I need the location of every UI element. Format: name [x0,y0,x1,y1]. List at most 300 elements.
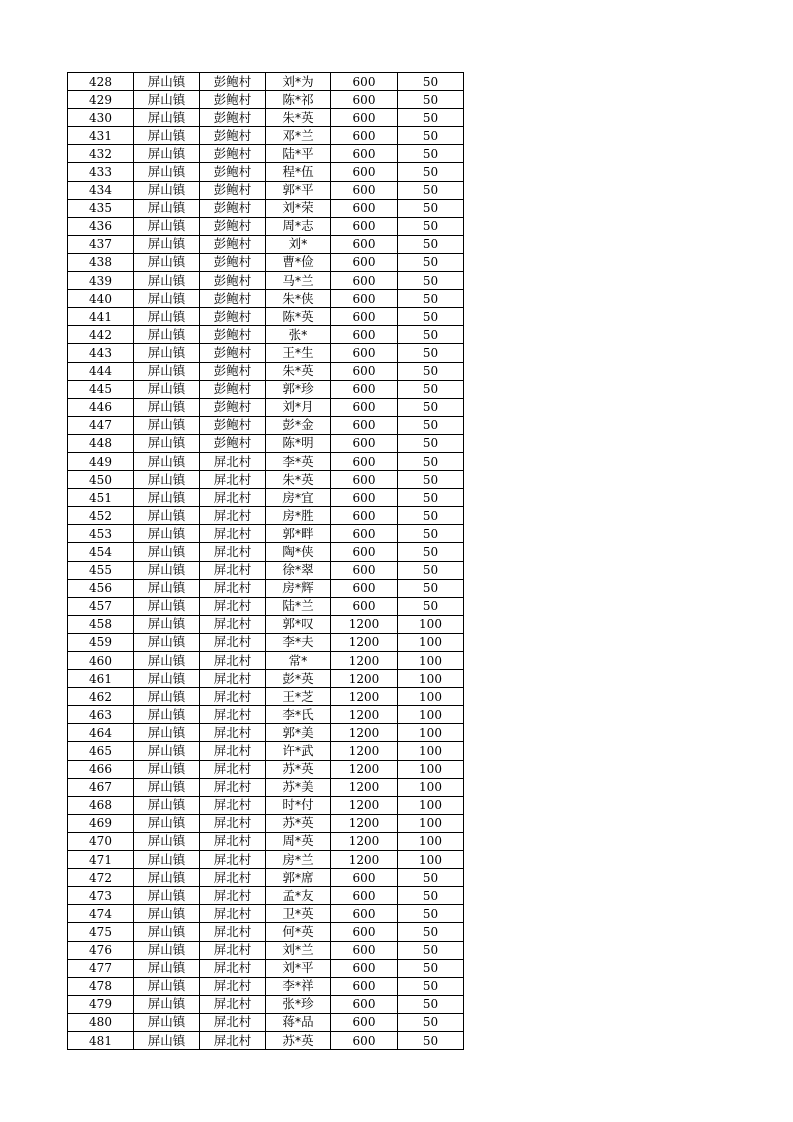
town-cell: 屏山镇 [134,235,200,253]
town-cell: 屏山镇 [134,832,200,850]
town-cell: 屏山镇 [134,416,200,434]
table-row [68,887,464,905]
amount-cell: 600 [331,380,398,398]
village-cell: 屏北村 [200,670,266,688]
town-cell: 屏山镇 [134,851,200,869]
amount-cell: 600 [331,579,398,597]
village-cell: 屏北村 [200,742,266,760]
table-row [68,851,464,869]
amount-cell: 1200 [331,688,398,706]
table-row [68,163,464,181]
row-number-cell: 430 [68,109,134,127]
row-number-cell: 463 [68,706,134,724]
count-cell: 50 [398,398,464,416]
town-cell: 屏山镇 [134,977,200,995]
amount-cell: 600 [331,272,398,290]
village-cell: 屏北村 [200,688,266,706]
count-cell: 50 [398,597,464,615]
row-number-cell: 447 [68,416,134,434]
village-cell: 彭鲍村 [200,199,266,217]
table-row [68,688,464,706]
count-cell: 50 [398,995,464,1013]
village-cell: 屏北村 [200,814,266,832]
table-row [68,905,464,923]
count-cell: 50 [398,253,464,271]
row-number-cell: 429 [68,91,134,109]
amount-cell: 600 [331,869,398,887]
table-row [68,217,464,235]
name-cell: 陆*平 [266,145,331,163]
name-cell: 时*付 [266,796,331,814]
table-row [68,235,464,253]
count-cell: 50 [398,362,464,380]
row-number-cell: 481 [68,1031,134,1049]
name-cell: 刘*荣 [266,199,331,217]
row-number-cell: 455 [68,561,134,579]
town-cell: 屏山镇 [134,579,200,597]
name-cell: 郭*叹 [266,615,331,633]
name-cell: 彭*金 [266,416,331,434]
table-row [68,199,464,217]
table-row [68,91,464,109]
name-cell: 邓*兰 [266,127,331,145]
village-cell: 屏北村 [200,923,266,941]
count-cell: 50 [398,1031,464,1049]
village-cell: 屏北村 [200,905,266,923]
name-cell: 徐*翠 [266,561,331,579]
town-cell: 屏山镇 [134,887,200,905]
village-cell: 屏北村 [200,778,266,796]
table-row [68,344,464,362]
amount-cell: 600 [331,887,398,905]
count-cell: 50 [398,217,464,235]
village-cell: 屏北村 [200,543,266,561]
table-row [68,995,464,1013]
table-row [68,73,464,91]
table-row [68,181,464,199]
amount-cell: 600 [331,434,398,452]
name-cell: 李*氏 [266,706,331,724]
town-cell: 屏山镇 [134,73,200,91]
village-cell: 彭鲍村 [200,181,266,199]
table-row [68,778,464,796]
count-cell: 100 [398,724,464,742]
amount-cell: 600 [331,217,398,235]
table-row [68,923,464,941]
count-cell: 50 [398,434,464,452]
table-row [68,615,464,633]
village-cell: 彭鲍村 [200,434,266,452]
amount-cell: 600 [331,597,398,615]
village-cell: 屏北村 [200,941,266,959]
amount-cell: 600 [331,163,398,181]
count-cell: 100 [398,652,464,670]
amount-cell: 600 [331,181,398,199]
table-row [68,253,464,271]
town-cell: 屏山镇 [134,724,200,742]
village-cell: 屏北村 [200,525,266,543]
count-cell: 50 [398,199,464,217]
count-cell: 50 [398,489,464,507]
table-row [68,832,464,850]
count-cell: 50 [398,941,464,959]
count-cell: 50 [398,543,464,561]
town-cell: 屏山镇 [134,869,200,887]
count-cell: 100 [398,633,464,651]
town-cell: 屏山镇 [134,199,200,217]
town-cell: 屏山镇 [134,706,200,724]
town-cell: 屏山镇 [134,217,200,235]
count-cell: 100 [398,742,464,760]
count-cell: 50 [398,290,464,308]
count-cell: 50 [398,73,464,91]
village-cell: 屏北村 [200,760,266,778]
count-cell: 50 [398,163,464,181]
village-cell: 屏北村 [200,652,266,670]
amount-cell: 600 [331,73,398,91]
table-row [68,724,464,742]
count-cell: 50 [398,1013,464,1031]
row-number-cell: 472 [68,869,134,887]
village-cell: 彭鲍村 [200,308,266,326]
row-number-cell: 441 [68,308,134,326]
amount-cell: 600 [331,253,398,271]
town-cell: 屏山镇 [134,778,200,796]
row-number-cell: 450 [68,471,134,489]
town-cell: 屏山镇 [134,308,200,326]
amount-cell: 600 [331,1013,398,1031]
table-body [68,73,464,1050]
name-cell: 郭*平 [266,181,331,199]
name-cell: 苏*英 [266,1031,331,1049]
village-cell: 屏北村 [200,887,266,905]
village-cell: 彭鲍村 [200,416,266,434]
table-row [68,127,464,145]
amount-cell: 600 [331,471,398,489]
name-cell: 刘* [266,235,331,253]
amount-cell: 1200 [331,760,398,778]
row-number-cell: 479 [68,995,134,1013]
town-cell: 屏山镇 [134,525,200,543]
table-row [68,416,464,434]
name-cell: 何*英 [266,923,331,941]
count-cell: 50 [398,977,464,995]
row-number-cell: 446 [68,398,134,416]
amount-cell: 600 [331,344,398,362]
village-cell: 屏北村 [200,597,266,615]
village-cell: 彭鲍村 [200,344,266,362]
count-cell: 50 [398,507,464,525]
village-cell: 屏北村 [200,724,266,742]
amount-cell: 600 [331,452,398,470]
village-cell: 彭鲍村 [200,272,266,290]
name-cell: 李*祥 [266,977,331,995]
count-cell: 50 [398,91,464,109]
town-cell: 屏山镇 [134,742,200,760]
row-number-cell: 435 [68,199,134,217]
amount-cell: 1200 [331,778,398,796]
amount-cell: 600 [331,416,398,434]
row-number-cell: 448 [68,434,134,452]
table-row [68,561,464,579]
village-cell: 彭鲍村 [200,235,266,253]
row-number-cell: 459 [68,633,134,651]
table-row [68,109,464,127]
row-number-cell: 462 [68,688,134,706]
row-number-cell: 453 [68,525,134,543]
name-cell: 房*辉 [266,579,331,597]
amount-cell: 600 [331,977,398,995]
row-number-cell: 439 [68,272,134,290]
town-cell: 屏山镇 [134,814,200,832]
name-cell: 郭*珍 [266,380,331,398]
town-cell: 屏山镇 [134,905,200,923]
village-cell: 屏北村 [200,995,266,1013]
name-cell: 郭*美 [266,724,331,742]
town-cell: 屏山镇 [134,380,200,398]
town-cell: 屏山镇 [134,561,200,579]
name-cell: 苏*英 [266,760,331,778]
name-cell: 朱*英 [266,471,331,489]
row-number-cell: 476 [68,941,134,959]
count-cell: 50 [398,145,464,163]
amount-cell: 1200 [331,724,398,742]
amount-cell: 600 [331,507,398,525]
count-cell: 100 [398,796,464,814]
row-number-cell: 467 [68,778,134,796]
name-cell: 许*武 [266,742,331,760]
table-row [68,670,464,688]
village-cell: 彭鲍村 [200,380,266,398]
row-number-cell: 460 [68,652,134,670]
village-cell: 屏北村 [200,796,266,814]
count-cell: 50 [398,127,464,145]
table-row [68,489,464,507]
name-cell: 张*珍 [266,995,331,1013]
village-cell: 屏北村 [200,633,266,651]
village-cell: 屏北村 [200,507,266,525]
table-row [68,597,464,615]
name-cell: 王*芝 [266,688,331,706]
row-number-cell: 474 [68,905,134,923]
table-row [68,452,464,470]
count-cell: 100 [398,851,464,869]
amount-cell: 1200 [331,670,398,688]
village-cell: 屏北村 [200,1013,266,1031]
name-cell: 张* [266,326,331,344]
count-cell: 50 [398,959,464,977]
village-cell: 彭鲍村 [200,91,266,109]
count-cell: 50 [398,308,464,326]
town-cell: 屏山镇 [134,597,200,615]
village-cell: 彭鲍村 [200,109,266,127]
amount-cell: 1200 [331,633,398,651]
table-row [68,1031,464,1049]
name-cell: 朱*英 [266,109,331,127]
row-number-cell: 468 [68,796,134,814]
name-cell: 陈*明 [266,434,331,452]
name-cell: 李*夫 [266,633,331,651]
name-cell: 陈*英 [266,308,331,326]
amount-cell: 600 [331,561,398,579]
row-number-cell: 480 [68,1013,134,1031]
amount-cell: 1200 [331,706,398,724]
town-cell: 屏山镇 [134,398,200,416]
village-cell: 彭鲍村 [200,326,266,344]
village-cell: 屏北村 [200,832,266,850]
town-cell: 屏山镇 [134,272,200,290]
row-number-cell: 457 [68,597,134,615]
town-cell: 屏山镇 [134,543,200,561]
row-number-cell: 465 [68,742,134,760]
count-cell: 50 [398,109,464,127]
amount-cell: 600 [331,489,398,507]
amount-cell: 600 [331,326,398,344]
town-cell: 屏山镇 [134,326,200,344]
town-cell: 屏山镇 [134,362,200,380]
row-number-cell: 456 [68,579,134,597]
amount-cell: 600 [331,235,398,253]
table-row [68,308,464,326]
amount-cell: 600 [331,91,398,109]
table-row [68,145,464,163]
town-cell: 屏山镇 [134,145,200,163]
amount-cell: 1200 [331,796,398,814]
town-cell: 屏山镇 [134,452,200,470]
town-cell: 屏山镇 [134,91,200,109]
name-cell: 蒋*品 [266,1013,331,1031]
table-row [68,471,464,489]
town-cell: 屏山镇 [134,1031,200,1049]
amount-cell: 1200 [331,615,398,633]
name-cell: 陈*祁 [266,91,331,109]
name-cell: 周*志 [266,217,331,235]
count-cell: 50 [398,380,464,398]
count-cell: 100 [398,615,464,633]
amount-cell: 600 [331,398,398,416]
amount-cell: 600 [331,145,398,163]
count-cell: 50 [398,905,464,923]
town-cell: 屏山镇 [134,253,200,271]
amount-cell: 600 [331,941,398,959]
village-cell: 彭鲍村 [200,362,266,380]
table-row [68,579,464,597]
table-row [68,760,464,778]
amount-cell: 1200 [331,814,398,832]
row-number-cell: 458 [68,615,134,633]
name-cell: 彭*英 [266,670,331,688]
town-cell: 屏山镇 [134,471,200,489]
name-cell: 苏*英 [266,814,331,832]
village-cell: 屏北村 [200,615,266,633]
village-cell: 屏北村 [200,471,266,489]
count-cell: 50 [398,869,464,887]
amount-cell: 600 [331,923,398,941]
row-number-cell: 440 [68,290,134,308]
village-cell: 彭鲍村 [200,253,266,271]
table-row [68,398,464,416]
row-number-cell: 469 [68,814,134,832]
table-row [68,633,464,651]
name-cell: 朱*英 [266,362,331,380]
table-row [68,525,464,543]
name-cell: 陶*侠 [266,543,331,561]
name-cell: 刘*平 [266,959,331,977]
count-cell: 50 [398,344,464,362]
row-number-cell: 471 [68,851,134,869]
table-row [68,977,464,995]
amount-cell: 1200 [331,652,398,670]
row-number-cell: 428 [68,73,134,91]
town-cell: 屏山镇 [134,652,200,670]
town-cell: 屏山镇 [134,670,200,688]
row-number-cell: 443 [68,344,134,362]
amount-cell: 600 [331,905,398,923]
name-cell: 卫*英 [266,905,331,923]
amount-cell: 1200 [331,851,398,869]
row-number-cell: 478 [68,977,134,995]
table-row [68,869,464,887]
amount-cell: 600 [331,543,398,561]
village-cell: 屏北村 [200,869,266,887]
amount-cell: 1200 [331,742,398,760]
row-number-cell: 461 [68,670,134,688]
row-number-cell: 438 [68,253,134,271]
table-row [68,959,464,977]
row-number-cell: 444 [68,362,134,380]
amount-cell: 600 [331,995,398,1013]
amount-cell: 600 [331,290,398,308]
amount-cell: 600 [331,959,398,977]
town-cell: 屏山镇 [134,290,200,308]
village-cell: 屏北村 [200,561,266,579]
name-cell: 刘*月 [266,398,331,416]
name-cell: 朱*侠 [266,290,331,308]
count-cell: 50 [398,272,464,290]
table-row [68,742,464,760]
town-cell: 屏山镇 [134,941,200,959]
table-row [68,941,464,959]
row-number-cell: 473 [68,887,134,905]
row-number-cell: 475 [68,923,134,941]
town-cell: 屏山镇 [134,1013,200,1031]
town-cell: 屏山镇 [134,959,200,977]
count-cell: 100 [398,778,464,796]
table-row [68,290,464,308]
row-number-cell: 432 [68,145,134,163]
row-number-cell: 470 [68,832,134,850]
name-cell: 李*英 [266,452,331,470]
village-cell: 彭鲍村 [200,73,266,91]
amount-cell: 600 [331,525,398,543]
row-number-cell: 464 [68,724,134,742]
name-cell: 程*伍 [266,163,331,181]
count-cell: 100 [398,832,464,850]
table-row [68,326,464,344]
village-cell: 屏北村 [200,706,266,724]
village-cell: 彭鲍村 [200,127,266,145]
count-cell: 50 [398,235,464,253]
name-cell: 刘*兰 [266,941,331,959]
count-cell: 100 [398,688,464,706]
count-cell: 50 [398,887,464,905]
town-cell: 屏山镇 [134,796,200,814]
amount-cell: 600 [331,109,398,127]
village-cell: 彭鲍村 [200,163,266,181]
name-cell: 曹*俭 [266,253,331,271]
name-cell: 房*胜 [266,507,331,525]
table-row [68,434,464,452]
